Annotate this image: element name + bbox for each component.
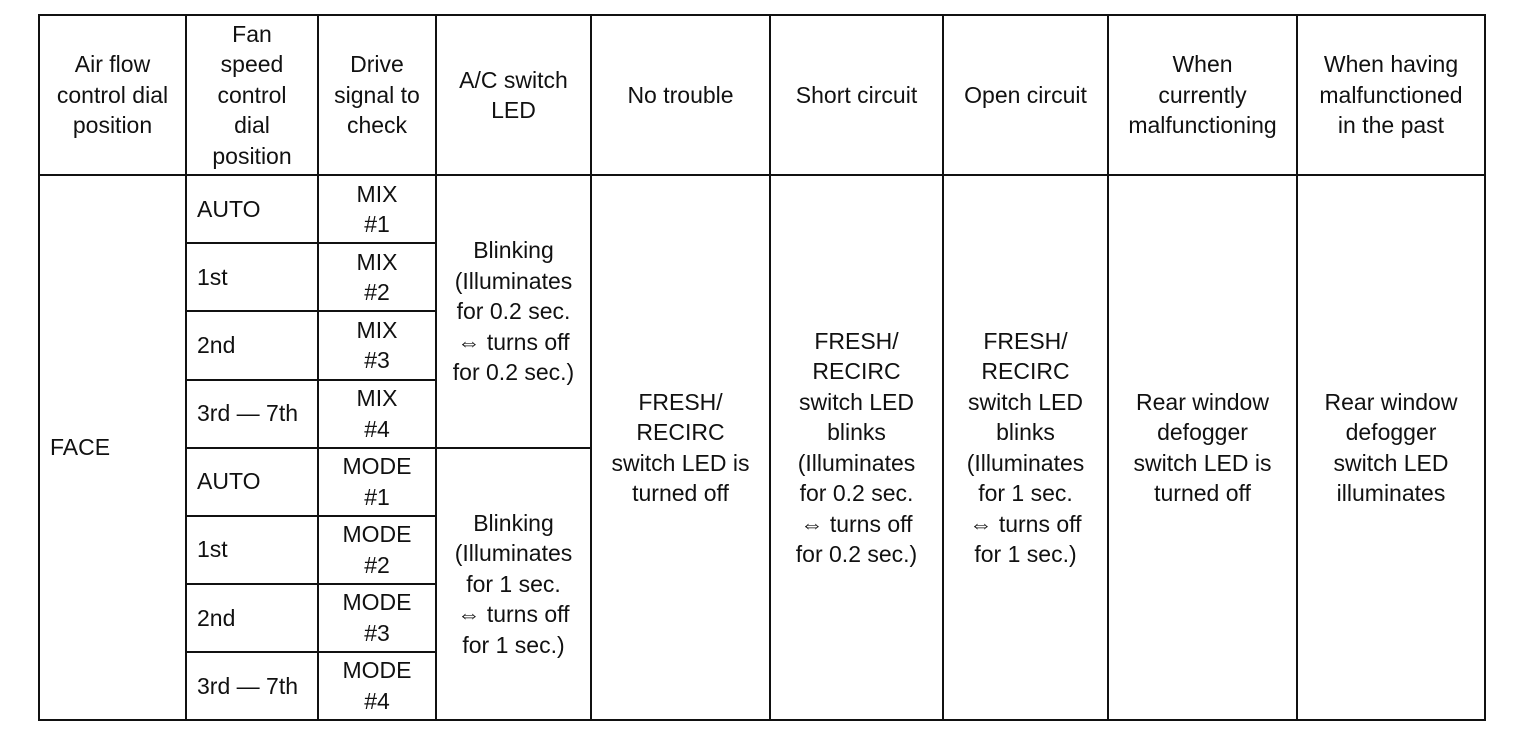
header-open-circuit: Open circuit xyxy=(943,15,1108,175)
open-circuit-cell: FRESH/ RECIRC switch LED blinks (Illuminates for 1 sec. ⇔ turns off for 1 sec.) xyxy=(943,175,1108,720)
header-ac-led: A/C switch LED xyxy=(436,15,591,175)
currently-malfunctioning-cell: Rear window defogger switch LED is turned off xyxy=(1108,175,1297,720)
fan-speed-cell: AUTO xyxy=(186,175,318,243)
header-air-flow: Air flow control dial position xyxy=(39,15,186,175)
ac-led-mix: Blinking (Illuminates for 0.2 sec. ⇔ turns off for 0.2 sec.) xyxy=(436,175,591,447)
fan-speed-cell: 3rd — 7th xyxy=(186,380,318,448)
drive-signal-cell: MIX #1 xyxy=(318,175,436,243)
header-past-malfunction: When having malfunctioned in the past xyxy=(1297,15,1485,175)
diagnosis-table xyxy=(38,14,1486,721)
fan-speed-cell: 3rd — 7th xyxy=(186,652,318,720)
no-trouble-cell: FRESH/ RECIRC switch LED is turned off xyxy=(591,175,770,720)
drive-signal-cell: MIX #4 xyxy=(318,380,436,448)
fan-speed-cell: AUTO xyxy=(186,448,318,516)
drive-signal-cell: MIX #3 xyxy=(318,311,436,379)
drive-signal-cell: MODE #2 xyxy=(318,516,436,584)
fan-speed-cell: 1st xyxy=(186,516,318,584)
fan-speed-cell: 2nd xyxy=(186,311,318,379)
fan-speed-cell: 1st xyxy=(186,243,318,311)
header-no-trouble: No trouble xyxy=(591,15,770,175)
past-malfunction-cell: Rear window defogger switch LED illuminates xyxy=(1297,175,1485,720)
table-row xyxy=(39,175,1485,243)
drive-signal-cell: MODE #4 xyxy=(318,652,436,720)
header-short-circuit: Short circuit xyxy=(770,15,943,175)
header-currently-malfunctioning: When currently malfunctioning xyxy=(1108,15,1297,175)
short-circuit-cell: FRESH/ RECIRC switch LED blinks (Illuminates for 0.2 sec. ⇔ turns off for 0.2 sec.) xyxy=(770,175,943,720)
header-drive-signal: Drive signal to check xyxy=(318,15,436,175)
fan-speed-cell: 2nd xyxy=(186,584,318,652)
ac-led-mode: Blinking (Illuminates for 1 sec. ⇔ turns off for 1 sec.) xyxy=(436,448,591,720)
drive-signal-cell: MIX #2 xyxy=(318,243,436,311)
drive-signal-cell: MODE #3 xyxy=(318,584,436,652)
drive-signal-cell: MODE #1 xyxy=(318,448,436,516)
air-flow-position: FACE xyxy=(39,175,186,720)
header-row xyxy=(39,15,1485,175)
header-fan-speed: Fan speed control dial position xyxy=(186,15,318,175)
